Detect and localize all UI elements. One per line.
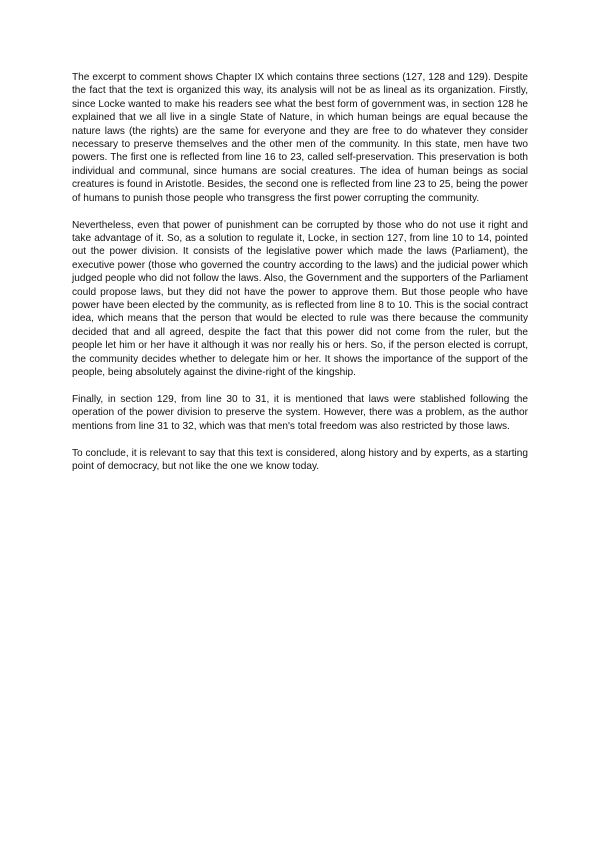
paragraph-laws: Finally, in section 129, from line 30 to 31, it is mentioned that laws were stablished following the operation of the power division to preserve the system. However, there was a problem, as the author mentions from line 31 to 32, which was that men's total freedom was also restricted by those laws. bbox=[72, 393, 528, 432]
document-body bbox=[72, 71, 528, 487]
paragraph-introduction: The excerpt to comment shows Chapter IX which contains three sections (127, 128 and 129). Despite the fact that the text is organized this way, its analysis will not be as lineal as its organization. Firstly, since Locke wanted to make his readers see what the best form of government was, in section 128 he explained that we all live in a single State of Nature, in which human beings are equal because the nature laws (the rights) are the same for everyone and they are free to do whatever they consider necessary to preserve themselves and the other men of the community. In this state, men have two powers. The first one is reflected from line 16 to 23, called self-preservation. This preservation is both individual and communal, since humans are social creatures. The idea of human beings as social creatures is found in Aristotle. Besides, the second one is reflected from line 23 to 25, being the power of humans to punish those people who transgress the first power corrupting the community. bbox=[72, 72, 528, 204]
paragraph-conclusion: To conclude, it is relevant to say that this text is considered, along history and by experts, as a starting point of democracy, but not like the one we know today. bbox=[72, 447, 528, 473]
paragraph-power-division: Nevertheless, even that power of punishment can be corrupted by those who do not use it right and take advantage of it. So, as a solution to regulate it, Locke, in section 127, from line 10 to 14, pointed out the power division. It consists of the legislative power which made the laws (Parliament), the executive power (those who governed the country according to the laws) and the judicial power which judged people who did not follow the laws. Also, the Government and the supporters of the Parliament could propose laws, but they did not have the power to approve them. But those people who have power have been elected by the community, as is reflected from line 8 to 10. This is the social contract idea, which means that the person that would be elected to rule was there because the community decided that and all agreed, despite the fact that this power did not come from the ruler, but the people let him or her have it although it was nor really his or hers. So, if the person elected is corrupt, the community decides whether to delegate him or her. It shows the importance of the support of the people, being absolutely against the divine-right of the kingship. bbox=[72, 219, 528, 379]
